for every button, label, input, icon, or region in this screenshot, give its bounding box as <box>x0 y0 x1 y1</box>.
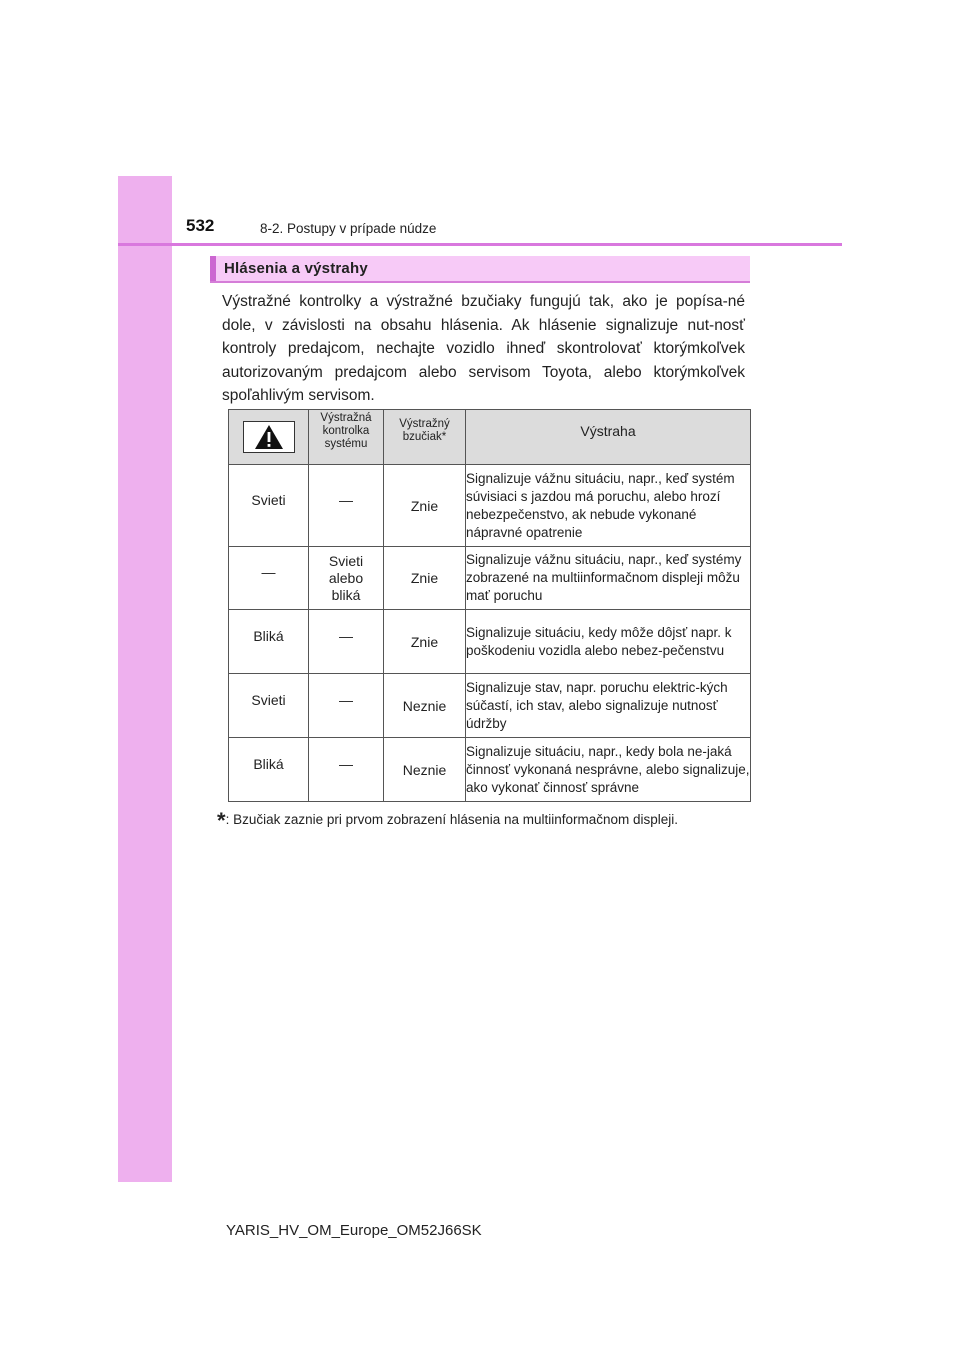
cell-description: Signalizuje situáciu, napr., kedy bola ne-jaká činnosť vykonaná nesprávne, alebo signalizuje, ako vykonať činnosť správne <box>466 738 751 802</box>
footnote-mark: * <box>217 808 226 833</box>
header-warning-light: Výstražná kontrolka systému <box>309 410 384 465</box>
cell-description: Signalizuje vážnu situáciu, napr., keď systém súvisiaci s jazdou má poruchu, alebo hrozí nebezpečenstvo, ak nebude vykonané nápravné opatrenie <box>466 465 751 547</box>
table-row <box>229 465 751 547</box>
document-footer: YARIS_HV_OM_Europe_OM52J66SK <box>226 1222 482 1239</box>
cell-description: Signalizuje vážnu situáciu, napr., keď systémy zobrazené na multiinformačnom displeji môžu mať poruchu <box>466 547 751 610</box>
cell-buzzer: Neznie <box>384 674 466 738</box>
cell-buzzer: Znie <box>384 465 466 547</box>
header-rule <box>118 243 842 246</box>
intro-paragraph: Výstražné kontrolky a výstražné bzučiaky fungujú tak, ako je popísa-né dole, v závislosti na obsahu hlásenia. Ak hlásenie signalizuje nut-nosť kontroly predajcom, nechajte vozidlo ihneď skontrolovať ktorýmkoľvek autorizovaným predajcom alebo servisom Toyota, alebo ktorýmkoľvek spoľahlivým servisom. <box>222 293 745 404</box>
header-icon-cell <box>229 410 309 465</box>
section-heading <box>210 256 750 283</box>
table-row <box>229 547 751 610</box>
cell-buzzer: Znie <box>384 610 466 674</box>
warning-icon-frame <box>243 421 295 453</box>
cell-indicator: Svieti <box>229 674 309 738</box>
cell-indicator: Bliká <box>229 738 309 802</box>
cell-buzzer: Neznie <box>384 738 466 802</box>
cell-light: — <box>309 738 384 802</box>
cell-light: — <box>309 674 384 738</box>
table-row <box>229 610 751 674</box>
cell-light: Svieti alebo bliká <box>309 547 384 610</box>
cell-light: — <box>309 610 384 674</box>
warning-triangle-icon <box>254 424 284 450</box>
footnote <box>217 804 679 833</box>
page-header <box>118 216 842 246</box>
warning-table <box>228 409 751 802</box>
footnote-text: : Bzučiak zaznie pri prvom zobrazení hlásenia na multiinformačnom displeji. <box>225 812 679 827</box>
header-warning-buzzer: Výstražný bzučiak* <box>384 410 466 465</box>
cell-indicator: Bliká <box>229 610 309 674</box>
table-row <box>229 674 751 738</box>
section-title: Hlásenia a výstrahy <box>224 260 368 277</box>
chapter-title: 8-2. Postupy v prípade núdze <box>260 221 437 236</box>
cell-buzzer: Znie <box>384 547 466 610</box>
cell-description: Signalizuje situáciu, kedy môže dôjsť napr. k poškodeniu vozidla alebo nebez-pečenstvu <box>466 610 751 674</box>
table-row <box>229 738 751 802</box>
cell-indicator: — <box>229 547 309 610</box>
side-strip <box>118 176 172 1182</box>
page-number: 532 <box>186 216 215 235</box>
cell-light: — <box>309 465 384 547</box>
header-warning: Výstraha <box>466 410 751 465</box>
cell-indicator: Svieti <box>229 465 309 547</box>
cell-description: Signalizuje stav, napr. poruchu elektric-kých súčastí, ich stav, alebo signalizuje nutnosť údržby <box>466 674 751 738</box>
table-header-row <box>229 410 751 465</box>
